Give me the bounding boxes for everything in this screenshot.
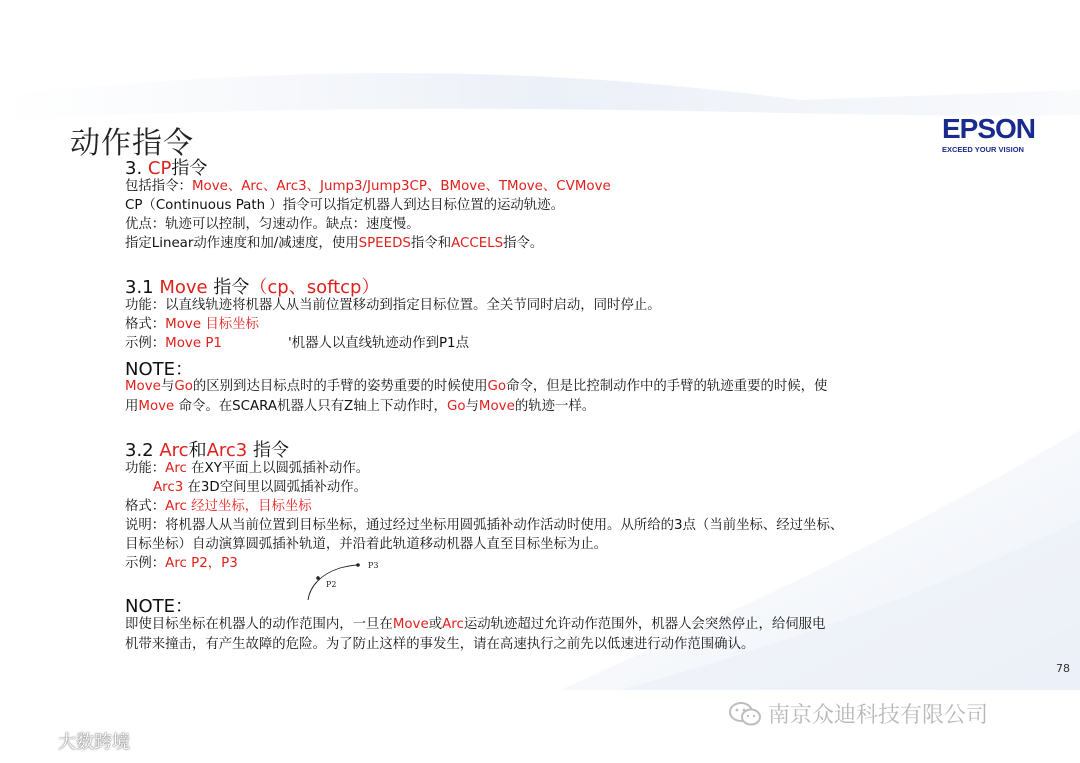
move-heading: 3.1 Move 指令（cp、softcp） (125, 277, 380, 298)
cp-heading: 3. CP指令 (125, 158, 208, 179)
arc-note-line-1: 即使目标坐标在机器人的动作范围内，一旦在Move或Arc运动轨迹超过允许动作范围外，机器人会突然停止，给伺服电 (125, 617, 826, 632)
arc-label-p2: P2 (326, 580, 337, 589)
move-note-title: NOTE： (125, 359, 194, 380)
watermark-company (728, 698, 988, 729)
move-function: 功能：以直线轨迹将机器人从当前位置移动到指定目标位置。全关节同时启动，同时停止。 (125, 298, 661, 313)
arc-point-p3 (356, 563, 360, 567)
move-example: 示例：Move P1 (125, 336, 222, 351)
watermark-brand (10, 728, 130, 754)
move-format: 格式：Move 目标坐标 (125, 317, 259, 332)
epson-logo (942, 115, 1042, 154)
arc-note-title: NOTE： (125, 596, 194, 617)
arc-example: 示例：Arc P2，P3 (125, 556, 238, 571)
logo-brand: EPSON (942, 113, 1036, 144)
arc-note-line-2: 机带来撞击，有产生故障的危险。为了防止这样的事发生，请在高速执行之前先以低速进行动作范围确认。 (125, 637, 755, 652)
page-title: 动作指令 (70, 126, 194, 161)
arc-format: 格式：Arc 经过坐标，目标坐标 (125, 499, 312, 514)
move-example-comment: '机器人以直线轨迹动作到P1点 (288, 336, 469, 351)
page-number: 78 (1056, 662, 1070, 675)
arc-label-p3: P3 (368, 561, 379, 570)
arc-point-p2 (316, 576, 320, 580)
move-note-line-2: 用Move 命令。在SCARA机器人只有Z轴上下动作时，Go与Move的轨迹一样。 (125, 399, 596, 414)
arc-heading: 3.2 Arc和Arc3 指令 (125, 440, 289, 461)
brand-logo-icon (10, 730, 54, 752)
cp-includes: 包括指令：Move、Arc、Arc3、Jump3/Jump3CP、BMove、TMove、CVMove (125, 179, 611, 194)
cp-description: CP（Continuous Path ）指令可以指定机器人到达目标位置的运动轨迹。 (125, 198, 564, 213)
cp-speed-line: 指定Linear动作速度和加/减速度，使用SPEEDS指令和ACCELS指令。 (125, 236, 544, 251)
arc-diagram (296, 556, 396, 606)
watermark-company-text: 南京众迪科技有限公司 (768, 703, 989, 728)
watermark-brand-text: 大数跨境 (58, 732, 130, 753)
arc3-function: Arc3 在3D空间里以圆弧插补动作。 (153, 480, 368, 495)
move-note-line-1: Move与Go的区别到达目标点时的手臂的姿势重要的时候使用Go命令，但是比控制动作中的手臂的轨迹重要的时候，使 (125, 379, 828, 394)
wechat-icon (728, 701, 762, 727)
arc-description-2: 目标坐标）自动演算圆弧插补轨道，并沿着此轨道移动机器人直至目标坐标为止。 (125, 537, 608, 552)
cp-pros-cons: 优点：轨迹可以控制，匀速动作。缺点：速度慢。 (125, 217, 420, 232)
logo-tagline: EXCEED YOUR VISION (942, 145, 1024, 154)
arc-function: 功能：Arc 在XY平面上以圆弧插补动作。 (125, 461, 370, 476)
arc-description-1: 说明：将机器人从当前位置到目标坐标，通过经过坐标用圆弧插补动作活动时使用。从所给的3点（当前坐标、经过坐标、 (125, 518, 844, 533)
